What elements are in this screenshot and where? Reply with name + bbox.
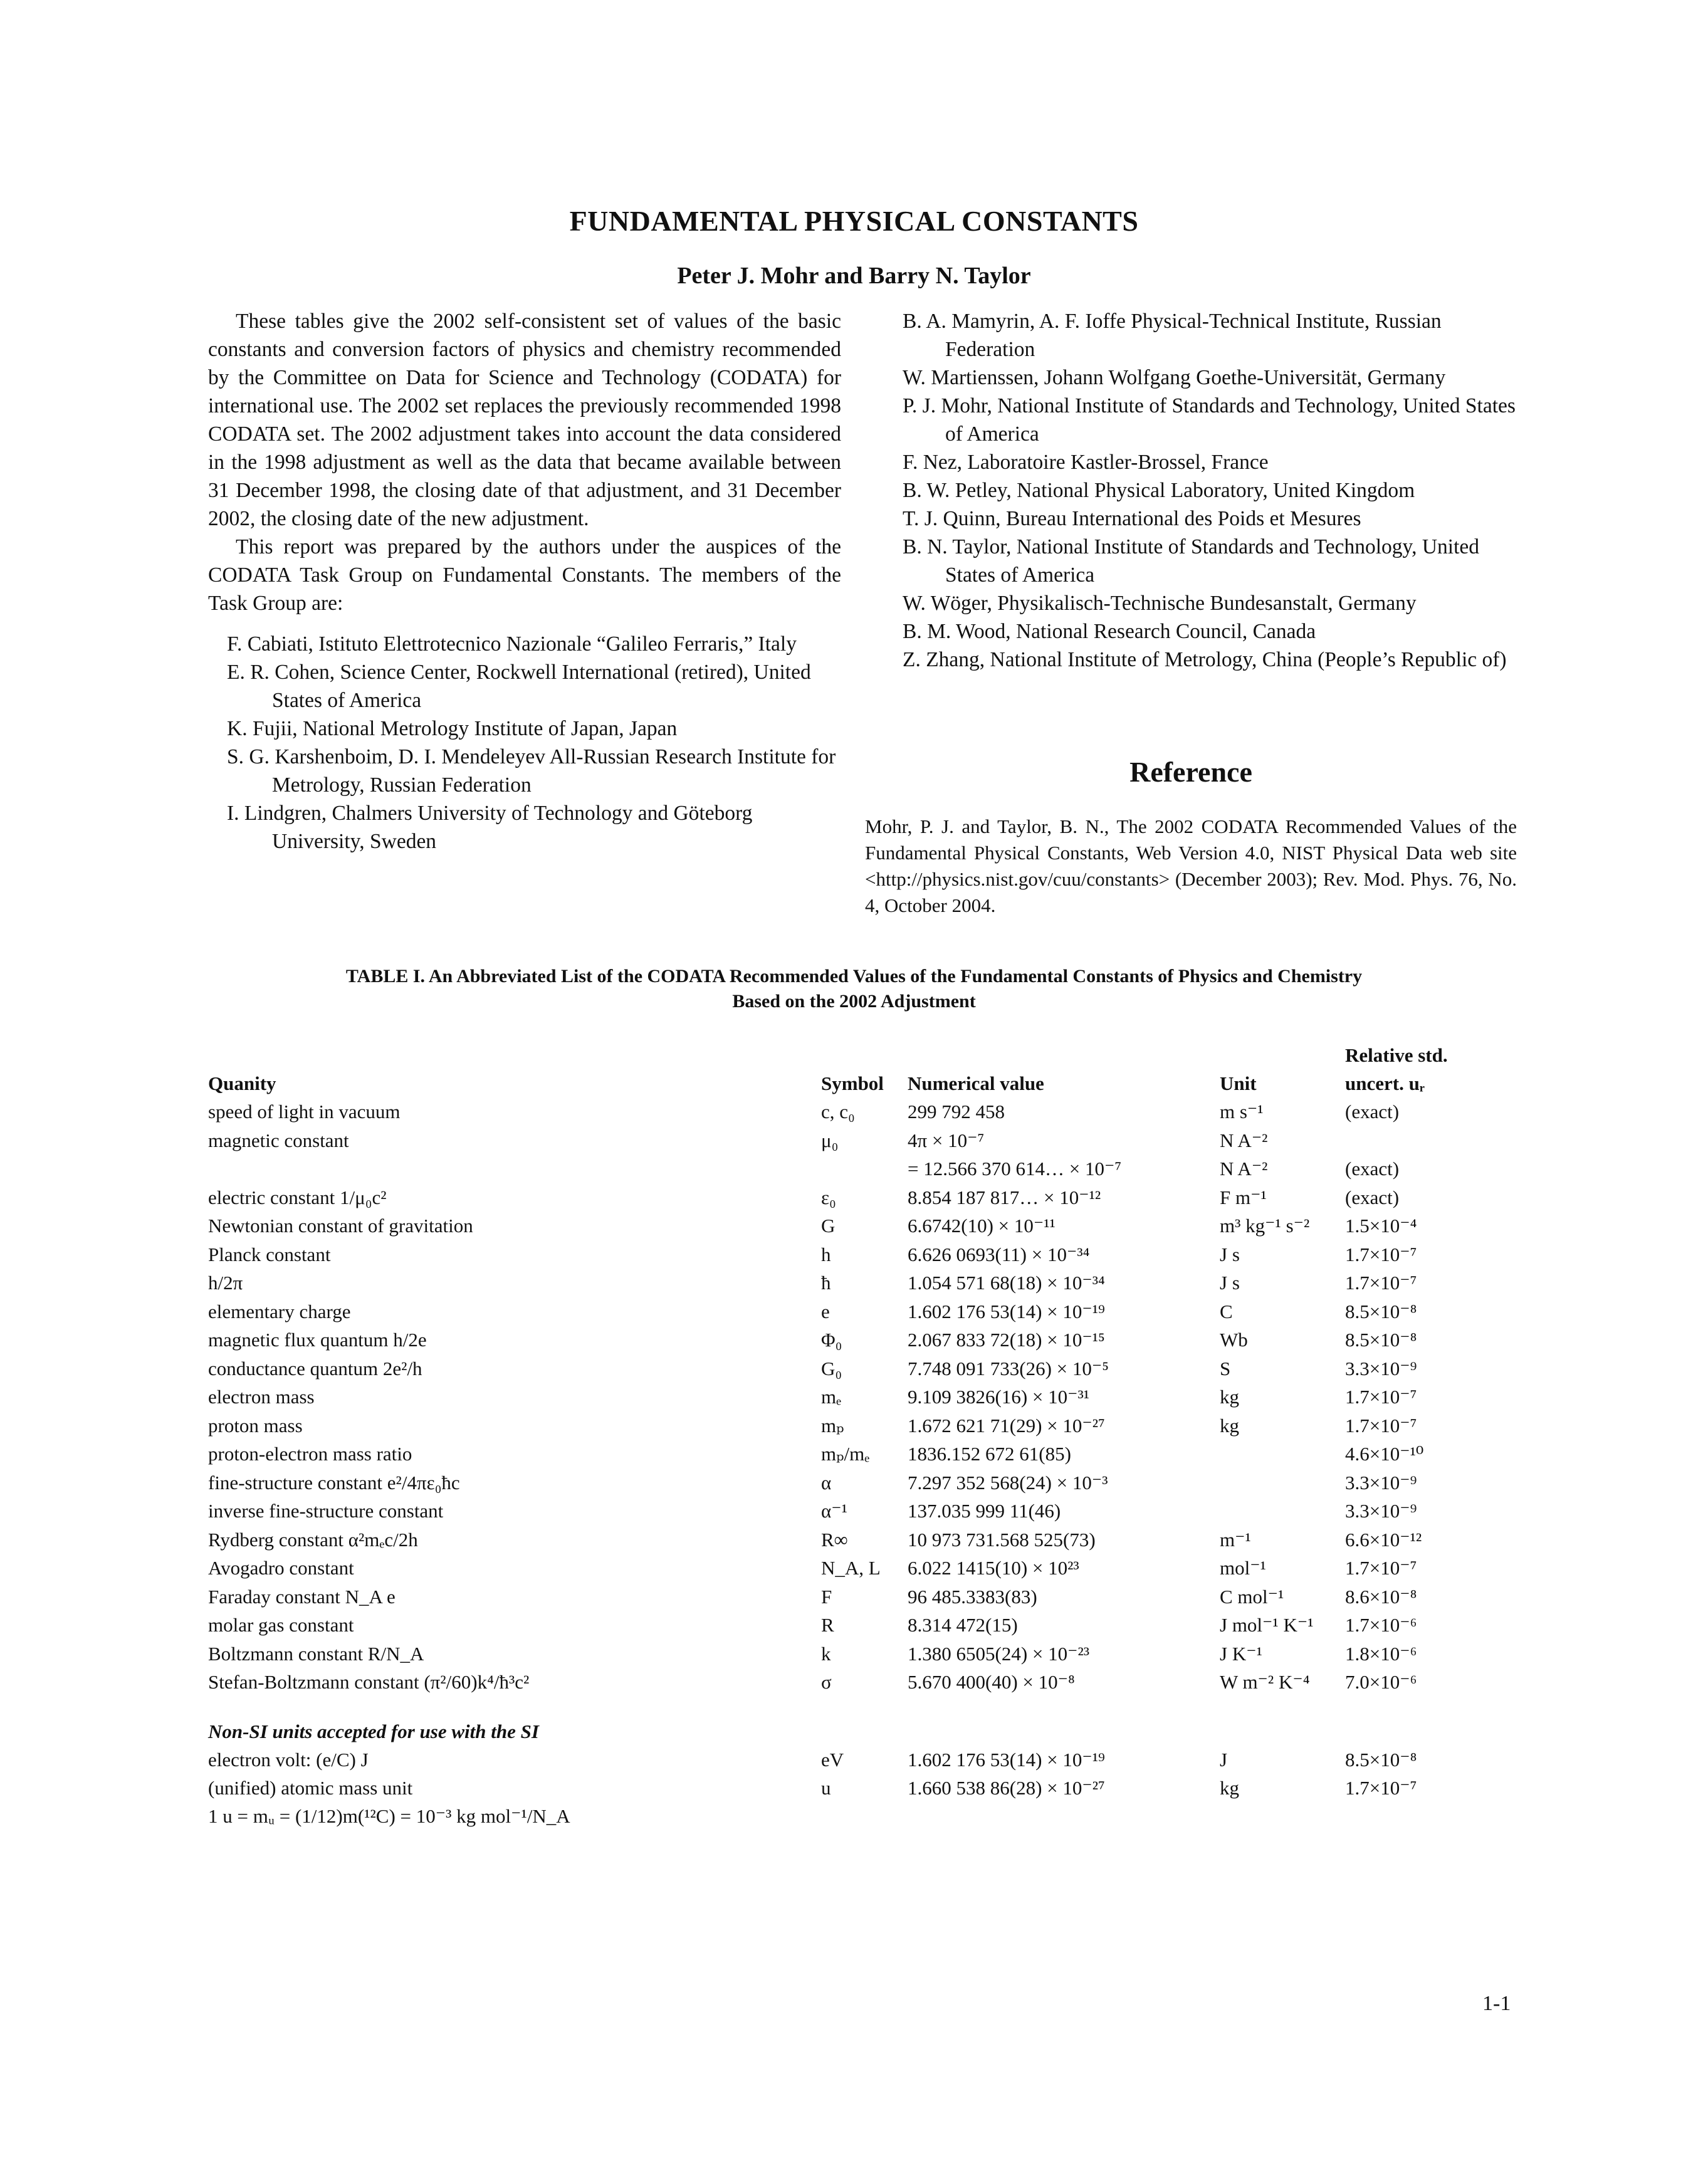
cell-quantity: proton-electron mass ratio — [208, 1443, 412, 1465]
cell-unit: C mol⁻¹ — [1220, 1585, 1284, 1608]
cell-symbol: c, c₀ — [821, 1101, 855, 1123]
table-header-row — [0, 1069, 1708, 1097]
cell-symbol: mₚ — [821, 1414, 844, 1437]
cell-uncert: (exact) — [1345, 1101, 1400, 1123]
table-row — [0, 1269, 1708, 1297]
cell-quantity: fine-structure constant e²/4πε₀ħc — [208, 1471, 460, 1494]
member-item: B. M. Wood, National Research Council, Canada — [903, 620, 1316, 643]
cell-quantity: Planck constant — [208, 1243, 331, 1265]
cell-symbol: α⁻¹ — [821, 1500, 847, 1522]
table-row — [0, 1774, 1708, 1802]
cell-symbol: ħ — [821, 1272, 831, 1294]
page-title: FUNDAMENTAL PHYSICAL CONSTANTS — [569, 205, 1139, 237]
cell-value: 8.854 187 817… × 10⁻¹² — [908, 1186, 1101, 1208]
page-number: 1-1 — [1482, 1992, 1511, 2015]
table-row — [0, 1154, 1708, 1183]
cell-uncert: 1.5×10⁻⁴ — [1345, 1215, 1417, 1237]
cell-unit: N A⁻² — [1220, 1158, 1268, 1180]
cell-quantity: h/2π — [208, 1272, 243, 1294]
cell-uncert: 1.7×10⁻⁷ — [1345, 1414, 1417, 1437]
cell-uncert: 1.7×10⁻⁷ — [1345, 1386, 1417, 1408]
table-row — [0, 1240, 1708, 1269]
cell-value: 137.035 999 11(46) — [908, 1500, 1061, 1522]
cell-uncert: 1.7×10⁻⁷ — [1345, 1243, 1417, 1265]
cell-quantity: electron mass — [208, 1386, 315, 1408]
cell-value: 1.672 621 71(29) × 10⁻²⁷ — [908, 1414, 1105, 1437]
cell-uncert: 1.8×10⁻⁶ — [1345, 1642, 1417, 1665]
cell-unit: J K⁻¹ — [1220, 1642, 1262, 1665]
cell-quantity: inverse fine-structure constant — [208, 1500, 444, 1522]
header-value: Numerical value — [908, 1072, 1044, 1094]
cell-value: 8.314 472(15) — [908, 1614, 1018, 1636]
cell-uncert: 1.7×10⁻⁷ — [1345, 1777, 1417, 1799]
cell-uncert: 4.6×10⁻¹⁰ — [1345, 1443, 1424, 1465]
cell-value: 299 792 458 — [908, 1101, 1005, 1123]
cell-symbol: mₑ — [821, 1386, 842, 1408]
cell-value: 9.109 3826(16) × 10⁻³¹ — [908, 1386, 1090, 1408]
table-row — [0, 1583, 1708, 1611]
cell-value: = 12.566 370 614… × 10⁻⁷ — [908, 1158, 1122, 1180]
member-item: B. N. Taylor, National Institute of Standards and Technology, United States of America — [903, 535, 1480, 587]
member-item: F. Nez, Laboratoire Kastler-Brossel, France — [903, 451, 1269, 474]
table-caption-line: Based on the 2002 Adjustment — [732, 991, 976, 1012]
header-uncert-line1: Relative std. — [1345, 1044, 1448, 1066]
cell-value: 1.602 176 53(14) × 10⁻¹⁹ — [908, 1749, 1105, 1771]
cell-quantity: Rydberg constant α²mₑc/2h — [208, 1528, 418, 1551]
cell-unit: J s — [1220, 1272, 1240, 1294]
cell-uncert: 1.7×10⁻⁷ — [1345, 1557, 1417, 1579]
member-item: W. Martienssen, Johann Wolfgang Goethe-Universität, Germany — [903, 366, 1446, 389]
cell-uncert: 6.6×10⁻¹² — [1345, 1528, 1422, 1551]
cell-quantity: Faraday constant N_A e — [208, 1585, 396, 1608]
reference-heading: Reference — [1129, 756, 1252, 788]
table-row — [0, 1097, 1708, 1126]
authors: Peter J. Mohr and Barry N. Taylor — [677, 263, 1031, 289]
cell-unit: J — [1220, 1749, 1228, 1771]
cell-quantity: Avogadro constant — [208, 1557, 354, 1579]
cell-quantity: elementary charge — [208, 1300, 351, 1322]
table-row — [0, 1212, 1708, 1240]
cell-unit: J mol⁻¹ K⁻¹ — [1220, 1614, 1314, 1636]
table-section-heading: Non-SI units accepted for use with the SI — [208, 1720, 539, 1742]
cell-unit: C — [1220, 1300, 1233, 1322]
cell-value: 1.602 176 53(14) × 10⁻¹⁹ — [908, 1300, 1105, 1322]
cell-uncert: 8.5×10⁻⁸ — [1345, 1329, 1417, 1351]
cell-value: 4π × 10⁻⁷ — [908, 1129, 985, 1151]
cell-quantity: magnetic flux quantum h/2e — [208, 1329, 427, 1351]
member-list-left — [208, 630, 841, 856]
cell-symbol: mₚ/mₑ — [821, 1443, 870, 1465]
cell-quantity: Boltzmann constant R/N_A — [208, 1642, 424, 1665]
cell-quantity: Newtonian constant of gravitation — [208, 1215, 473, 1237]
cell-symbol: R — [821, 1614, 834, 1636]
cell-unit: S — [1220, 1357, 1231, 1380]
cell-symbol: ε₀ — [821, 1186, 836, 1208]
table-row — [0, 1440, 1708, 1468]
cell-symbol: u — [821, 1777, 831, 1799]
cell-unit: m s⁻¹ — [1220, 1101, 1264, 1123]
cell-quantity: Stefan-Boltzmann constant (π²/60)k⁴/ħ³c² — [208, 1671, 530, 1693]
cell-symbol: h — [821, 1243, 831, 1265]
table-row — [0, 1383, 1708, 1411]
cell-value: 2.067 833 72(18) × 10⁻¹⁵ — [908, 1329, 1105, 1351]
table-row — [0, 1611, 1708, 1639]
cell-value: 1836.152 672 61(85) — [908, 1443, 1071, 1465]
cell-value: 7.297 352 568(24) × 10⁻³ — [908, 1471, 1108, 1494]
cell-value: 6.022 1415(10) × 10²³ — [908, 1557, 1079, 1579]
cell-unit: W m⁻² K⁻⁴ — [1220, 1671, 1310, 1693]
header-symbol: Symbol — [821, 1072, 884, 1094]
cell-quantity: (unified) atomic mass unit — [208, 1777, 413, 1799]
member-item: P. J. Mohr, National Institute of Standards and Technology, United States of America — [903, 394, 1516, 446]
table-caption — [0, 964, 1708, 1014]
reference-text: Mohr, P. J. and Taylor, B. N., The 2002 CODATA Recommended Values of the Fundamental Physical Constants, Web Version 4.0, NIST Physical Data web site <http://physics.nist.gov/cuu/constants> (December 2003); Rev. Mod. Phys. 76, No. 4, October 2004. — [865, 815, 1517, 916]
member-item: I. Lindgren, Chalmers University of Technology and Göteborg University, Sweden — [227, 802, 753, 853]
cell-value: 1.660 538 86(28) × 10⁻²⁷ — [908, 1777, 1105, 1799]
table-caption-line: TABLE I. An Abbreviated List of the CODATA Recommended Values of the Fundamental Constants of Physics and Chemistry — [345, 966, 1363, 987]
cell-symbol: e — [821, 1300, 830, 1322]
cell-symbol: F — [821, 1585, 832, 1608]
cell-symbol: G — [821, 1215, 836, 1237]
table-row — [0, 1668, 1708, 1696]
cell-value: 96 485.3383(83) — [908, 1585, 1037, 1608]
cell-unit: m³ kg⁻¹ s⁻² — [1220, 1215, 1310, 1237]
intro-paragraph: This report was prepared by the authors under the auspices of the CODATA Task Group on Fundamental Constants. The members of the Task Group are: — [208, 535, 841, 615]
table-row — [0, 1354, 1708, 1383]
cell-unit: kg — [1220, 1386, 1239, 1408]
cell-unit: J s — [1220, 1243, 1240, 1265]
member-list-right — [903, 307, 1517, 674]
cell-quantity: electric constant 1/μ₀c² — [208, 1186, 387, 1208]
member-item: W. Wöger, Physikalisch-Technische Bundesanstalt, Germany — [903, 592, 1417, 615]
cell-uncert: 1.7×10⁻⁶ — [1345, 1614, 1417, 1636]
member-item: S. G. Karshenboim, D. I. Mendeleyev All-Russian Research Institute for Metrology, Russian Federation — [227, 745, 836, 797]
intro-paragraph: These tables give the 2002 self-consistent set of values of the basic constants and conversion factors of physics and chemistry recommended by the Committee on Data for Science and Technology (CODATA) for international use. The 2002 set replaces the previously recommended 1998 CODATA set. The 2002 adjustment takes into account the data considered in the 1998 adjustment as well as the data that became available between 31 December 1998, the closing date of that adjustment, and 31 December 2002, the closing date of the new adjustment. — [208, 310, 841, 530]
cell-symbol: eV — [821, 1749, 844, 1771]
table-row — [0, 1469, 1708, 1497]
left-column — [208, 307, 841, 856]
cell-quantity: speed of light in vacuum — [208, 1101, 401, 1123]
cell-unit: Wb — [1220, 1329, 1248, 1351]
cell-symbol: N_A, L — [821, 1557, 881, 1579]
cell-symbol: R∞ — [821, 1528, 848, 1551]
cell-value: 10 973 731.568 525(73) — [908, 1528, 1096, 1551]
member-item: T. J. Quinn, Bureau International des Poids et Mesures — [903, 507, 1361, 530]
cell-unit: N A⁻² — [1220, 1129, 1268, 1151]
cell-value: 7.748 091 733(26) × 10⁻⁵ — [908, 1357, 1109, 1380]
cell-symbol: Φ₀ — [821, 1329, 842, 1351]
table-row — [0, 1746, 1708, 1774]
table-row — [0, 1497, 1708, 1525]
cell-quantity: electron volt: (e/C) J — [208, 1749, 369, 1771]
cell-symbol: μ₀ — [821, 1129, 839, 1151]
header-unit: Unit — [1220, 1072, 1257, 1094]
cell-uncert: (exact) — [1345, 1186, 1400, 1208]
table-header-row — [0, 1041, 1708, 1069]
cell-quantity: conductance quantum 2e²/h — [208, 1357, 422, 1380]
member-item: B. W. Petley, National Physical Laboratory, United Kingdom — [903, 479, 1415, 502]
table-row — [0, 1526, 1708, 1554]
cell-value: 5.670 400(40) × 10⁻⁸ — [908, 1671, 1075, 1693]
cell-symbol: α — [821, 1471, 832, 1494]
cell-unit: F m⁻¹ — [1220, 1186, 1267, 1208]
cell-symbol: k — [821, 1642, 831, 1665]
cell-unit: mol⁻¹ — [1220, 1557, 1266, 1579]
member-item: K. Fujii, National Metrology Institute of Japan, Japan — [227, 717, 678, 740]
table-row — [0, 1297, 1708, 1326]
cell-value: 6.626 0693(11) × 10⁻³⁴ — [908, 1243, 1090, 1265]
table-footnote: 1 u = mᵤ = (1/12)m(¹²C) = 10⁻³ kg mol⁻¹/N_A — [208, 1805, 570, 1827]
cell-symbol: σ — [821, 1671, 832, 1693]
member-item: Z. Zhang, National Institute of Metrology, China (People’s Republic of) — [903, 648, 1507, 671]
cell-value: 1.380 6505(24) × 10⁻²³ — [908, 1642, 1090, 1665]
cell-symbol: G₀ — [821, 1357, 842, 1380]
cell-uncert: 8.5×10⁻⁸ — [1345, 1300, 1417, 1322]
cell-uncert: 8.6×10⁻⁸ — [1345, 1585, 1417, 1608]
cell-uncert: 8.5×10⁻⁸ — [1345, 1749, 1417, 1771]
cell-value: 1.054 571 68(18) × 10⁻³⁴ — [908, 1272, 1105, 1294]
cell-uncert: 1.7×10⁻⁷ — [1345, 1272, 1417, 1294]
table-row — [0, 1326, 1708, 1354]
cell-value: 6.6742(10) × 10⁻¹¹ — [908, 1215, 1056, 1237]
member-item: B. A. Mamyrin, A. F. Ioffe Physical-Technical Institute, Russian Federation — [903, 310, 1442, 361]
cell-quantity: proton mass — [208, 1414, 303, 1437]
cell-unit: m⁻¹ — [1220, 1528, 1251, 1551]
table-row — [0, 1554, 1708, 1582]
table-row — [0, 1126, 1708, 1154]
table-row — [0, 1183, 1708, 1212]
header-uncert-line2: uncert. uᵣ — [1345, 1072, 1425, 1094]
cell-uncert: (exact) — [1345, 1158, 1400, 1180]
table-row — [0, 1640, 1708, 1668]
cell-quantity: magnetic constant — [208, 1129, 349, 1151]
cell-quantity: molar gas constant — [208, 1614, 354, 1636]
cell-uncert: 3.3×10⁻⁹ — [1345, 1357, 1417, 1380]
header-quantity: Quanity — [208, 1072, 276, 1094]
cell-unit: kg — [1220, 1777, 1239, 1799]
cell-unit: kg — [1220, 1414, 1239, 1437]
table-row — [0, 1411, 1708, 1440]
cell-uncert: 3.3×10⁻⁹ — [1345, 1471, 1417, 1494]
member-item: E. R. Cohen, Science Center, Rockwell International (retired), United States of America — [227, 661, 811, 712]
cell-uncert: 7.0×10⁻⁶ — [1345, 1671, 1417, 1693]
cell-uncert: 3.3×10⁻⁹ — [1345, 1500, 1417, 1522]
member-item: F. Cabiati, Istituto Elettrotecnico Nazionale “Galileo Ferraris,” Italy — [227, 632, 797, 656]
